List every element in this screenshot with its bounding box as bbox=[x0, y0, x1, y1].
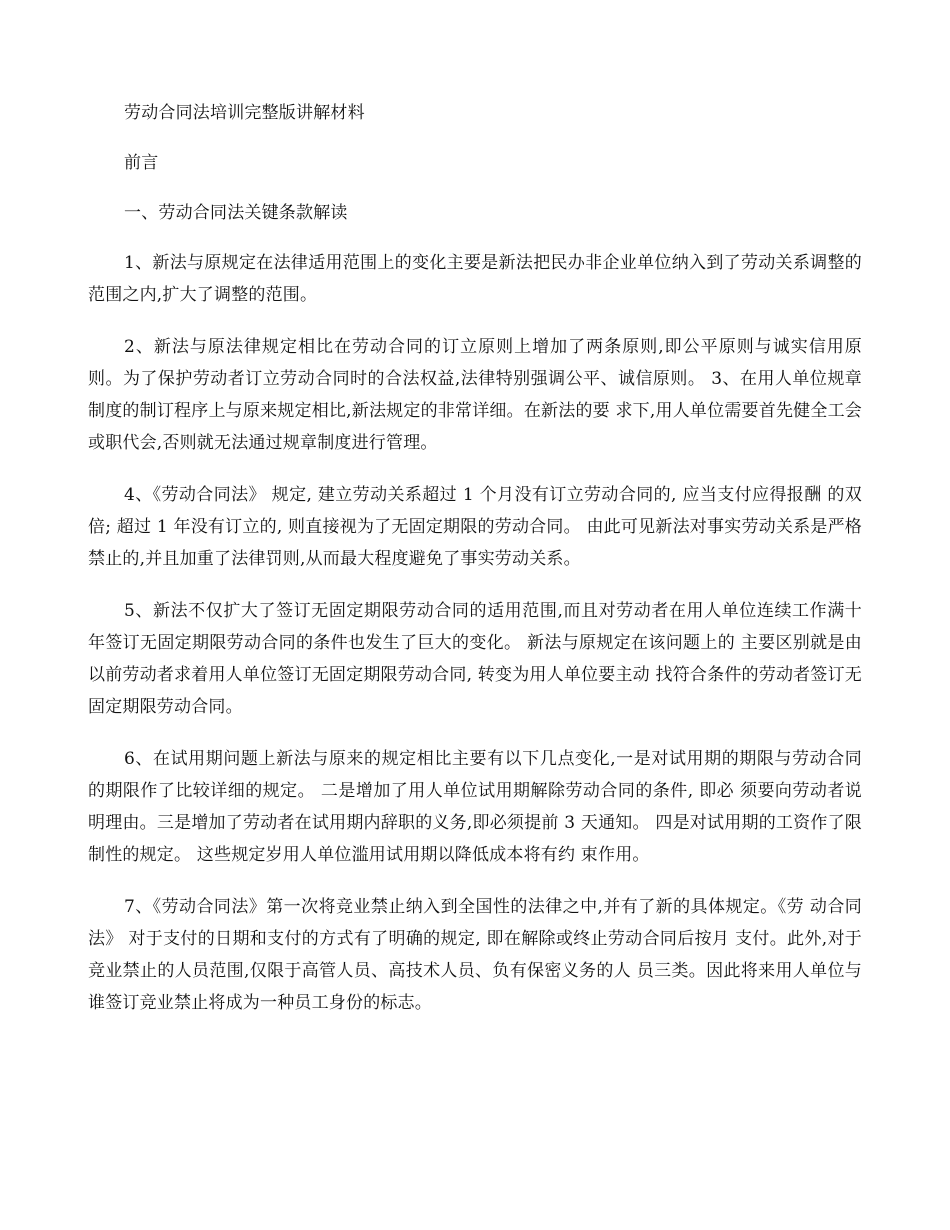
document-title: 劳动合同法培训完整版讲解材料 bbox=[124, 103, 365, 123]
paragraph-4: 4、《劳动合同法》 规定, 建立劳动关系超过 1 个月没有订立劳动合同的, 应当支付应得报酬 的双倍; 超过 1 年没有订立的, 则直接视为了无固定期限的劳动合同。 由此可见新法对事实劳动关系是严格禁止的,并且加重了法律罚则,从而最大程度避免了事实劳动关系。 bbox=[88, 485, 862, 569]
paragraph-5: 5、新法不仅扩大了签订无固定期限劳动合同的适用范围,而且对劳动者在用人单位连续工作满十年签订无固定期限劳动合同的条件也发生了巨大的变化。 新法与原规定在该问题上的 主要区别就是由以前劳动者求着用人单位签订无固定期限劳动合同, 转变为用人单位要主动 找符合条件的劳动者签订无固定期限劳动合同。 bbox=[88, 601, 862, 717]
section-heading: 一、劳动合同法关键条款解读 bbox=[124, 203, 348, 223]
paragraph-1: 1、新法与原规定在法律适用范围上的变化主要是新法把民办非企业单位纳入到了劳动关系调整的范围之内,扩大了调整的范围。 bbox=[88, 253, 862, 305]
paragraph-6: 6、在试用期问题上新法与原来的规定相比主要有以下几点变化,一是对试用期的期限与劳动合同的期限作了比较详细的规定。 二是增加了用人单位试用期解除劳动合同的条件, 即必 须要向劳动者说明理由。三是增加了劳动者在试用期内辞职的义务,即必须提前 3 天通知。 四是对试用期的工资作了限制性的规定。 这些规定岁用人单位滥用试用期以降低成本将有约 束作用。 bbox=[88, 749, 862, 865]
document-body bbox=[88, 97, 862, 1039]
preface-heading: 前言 bbox=[124, 153, 159, 173]
paragraph-2: 2、新法与原法律规定相比在劳动合同的订立原则上增加了两条原则,即公平原则与诚实信用原则。为了保护劳动者订立劳动合同时的合法权益,法律特别强调公平、诚信原则。 3、在用人单位规章制度的制订程序上与原来规定相比,新法规定的非常详细。在新法的要 求下,用人单位需要首先健全工会或职代会,否则就无法通过规章制度进行管理。 bbox=[88, 337, 862, 453]
paragraph-7: 7、《劳动合同法》第一次将竞业禁止纳入到全国性的法律之中,并有了新的具体规定。《劳 动合同法》 对于支付的日期和支付的方式有了明确的规定, 即在解除或终止劳动合同后按月 支付。此外,对于竞业禁止的人员范围,仅限于高管人员、高技术人员、负有保密义务的人 员三类。因此将来用人单位与谁签订竞业禁止将成为一种员工身份的标志。 bbox=[88, 897, 862, 1013]
